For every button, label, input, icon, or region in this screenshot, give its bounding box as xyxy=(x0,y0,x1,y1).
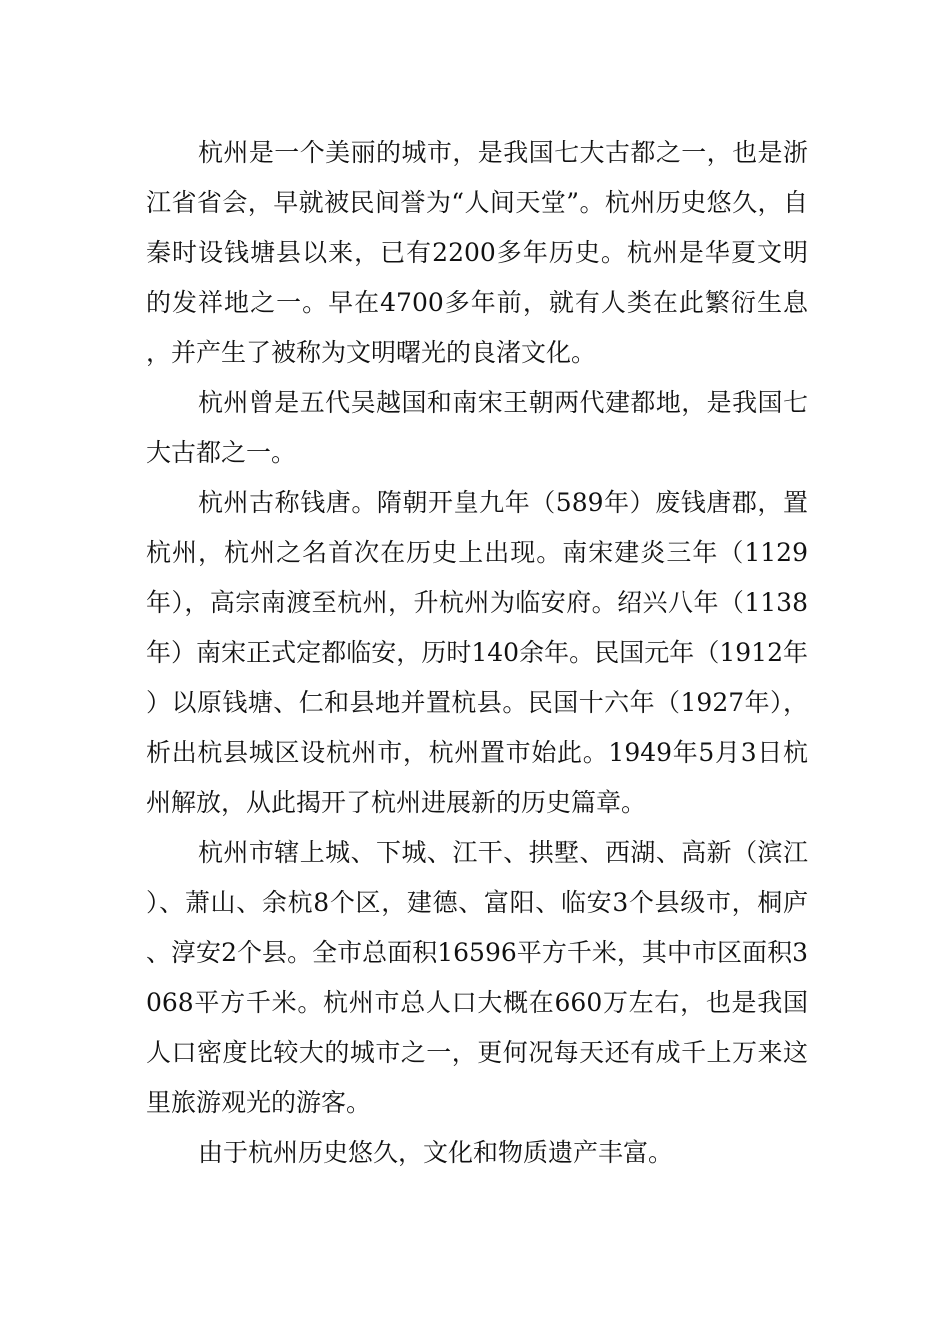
paragraph-intro: 杭州是一个美丽的城市，是我国七大古都之一，也是浙江省省会，早就被民间誉为“人间天堂”。杭州历史悠久，自秦时设钱塘县以来，已有2200多年历史。杭州是华夏文明的发祥地之一。早在4700多年前，就有人类在此繁衍生息，并产生了被称为文明曙光的良渚文化。 xyxy=(146,138,808,367)
paragraph-ancient-capital: 杭州曾是五代吴越国和南宋王朝两代建都地，是我国七大古都之一。 xyxy=(146,388,808,467)
paragraph-history: 杭州古称钱唐。隋朝开皇九年（589年）废钱唐郡，置杭州，杭州之名首次在历史上出现。南宋建炎三年（1129年），高宗南渡至杭州，升杭州为临安府。绍兴八年（1138年）南宋正式定都临安，历时140余年。民国元年（1912年）以原钱塘、仁和县地并置杭县。民国十六年（1927年），析出杭县城区设杭州市，杭州置市始此。1949年5月3日杭州解放，从此揭开了杭州进展新的历史篇章。 xyxy=(146,488,808,817)
paragraph-districts: 杭州市辖上城、下城、江干、拱墅、西湖、高新（滨江）、萧山、余杭8个区，建德、富阳、临安3个县级市，桐庐、淳安2个县。全市总面积16596平方千米，其中市区面积3068平方千米。杭州市总人口大概在660万左右，也是我国人口密度比较大的城市之一，更何况每天还有成千上万来这里旅游观光的游客。 xyxy=(146,838,808,1117)
document-page xyxy=(146,128,808,1178)
paragraph-heritage: 由于杭州历史悠久，文化和物质遗产丰富。 xyxy=(198,1138,674,1167)
